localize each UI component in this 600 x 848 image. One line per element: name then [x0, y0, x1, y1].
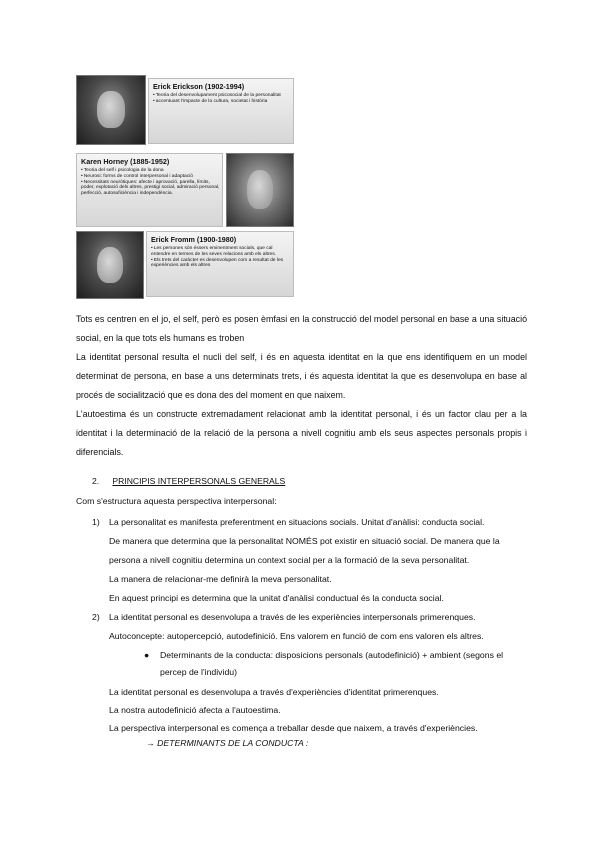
card-bullet: • Neurosi: forms de control interpersonal i adaptació: [81, 174, 222, 180]
erickson-card: [148, 78, 294, 144]
horney-photo: [226, 153, 294, 227]
card-bullet: • Les persones són éssers eminentment socials, que cal entendre en termes de les seves relacions amb els altres.: [151, 246, 293, 258]
section-number: 2.: [92, 476, 100, 486]
section-heading: [92, 476, 285, 486]
item-1-line: persona a nivell cognitiu determina un context social per a la formació de la seva personalitat.: [109, 555, 470, 565]
item-1-line: De manera que determina que la personalitat NOMÉS pot existir en situació social. De manera que la: [109, 536, 500, 546]
intro-paragraph-1: Tots es centren en el jo, el self, però es posen èmfasi en la construcció del model personal en base a una situació social, en la que tots els humans es troben: [76, 314, 527, 343]
bullet-dot: ●: [144, 650, 150, 660]
erickson-photo: [76, 75, 146, 145]
card-bullet: • Els trets del caràcter es desenvolupen com a resultat de les experiències amb els altres: [151, 258, 293, 270]
fromm-photo: [76, 231, 144, 299]
section-lead: Com s'estructura aquesta perspectiva interpersonal:: [76, 496, 277, 506]
card-bullet: • Teoria del self i psicologia de la dona: [81, 168, 222, 174]
horney-card: [76, 153, 223, 227]
card-title: Erick Fromm (1900-1980): [151, 235, 237, 244]
item-1-line: La manera de relacionar-me definirà la meva personalitat.: [109, 574, 332, 584]
item-2-line: Autoconcepte: autopercepció, autodefinició. Ens valorem en funció de com ens valoren els altres.: [109, 631, 484, 641]
item-1-marker: 1): [92, 517, 100, 527]
item-1-line: En aquest principi es determina que la unitat d'anàlisi conductual és la conducta social.: [109, 593, 444, 603]
bullet-line: percep de l'individu): [160, 667, 237, 677]
card-bullet: • Necessitats neuròtiques: afecte i aprovació, parella, límits, poder, explotació dels altres, prestigi social, admiració personal, perfecció, autosuficiència i independència.: [81, 180, 222, 197]
card-title: Erick Erickson (1902-1994): [153, 82, 245, 91]
item-2-line: La identitat personal es desenvolupa a través de les experiències interpersonals primerenques.: [109, 612, 476, 622]
intro-paragraph-3: L'autoestima és un constructe extremadament relacionat amb la identitat personal, i és un factor clau per a la identitat i la determinació de la relació de la persona a nivell cognitiu amb els seus aspectes personals propis i diferencials.: [76, 409, 527, 457]
item-2-line: La nostra autodefinició afecta a l'autoestima.: [109, 705, 281, 715]
bullet-line: Determinants de la conducta: disposicions personals (autodefinició) + ambient (segons el: [160, 650, 504, 660]
section-title: PRINCIPIS INTERPERSONALS GENERALS: [112, 476, 286, 486]
card-bullet: • accentuant l'impacte de la cultura, societat i història: [153, 99, 293, 105]
theorists-figure: [76, 75, 292, 297]
card-title: Karen Horney (1885-1952): [81, 157, 170, 166]
determinants-arrow-line: → DETERMINANTS DE LA CONDUCTA :: [146, 738, 309, 748]
intro-paragraph-2: La identitat personal resulta el nucli del self, i és en aquesta identitat en la que ens identifiquem en un model determinat de persona, en base a uns determinats trets, i és aquesta identitat la que es desenvolupa en base al procés de socialització que es dona des del moment en que naixem.: [76, 352, 527, 400]
item-2-marker: 2): [92, 612, 100, 622]
fromm-card: [146, 231, 294, 297]
card-bullet: • Teoria del desenvolupament psicosocial de la personalitat: [153, 93, 293, 99]
item-1-line: La personalitat es manifesta preferentment en situacions socials. Unitat d'anàlisi: conducta social.: [109, 517, 485, 527]
item-2-line: La identitat personal es desenvolupa a través d'experiències d'identitat primerenques.: [109, 687, 439, 697]
item-2-line: La perspectiva interpersonal es comença a treballar desde que naixem, a través d'experiències.: [109, 723, 478, 733]
